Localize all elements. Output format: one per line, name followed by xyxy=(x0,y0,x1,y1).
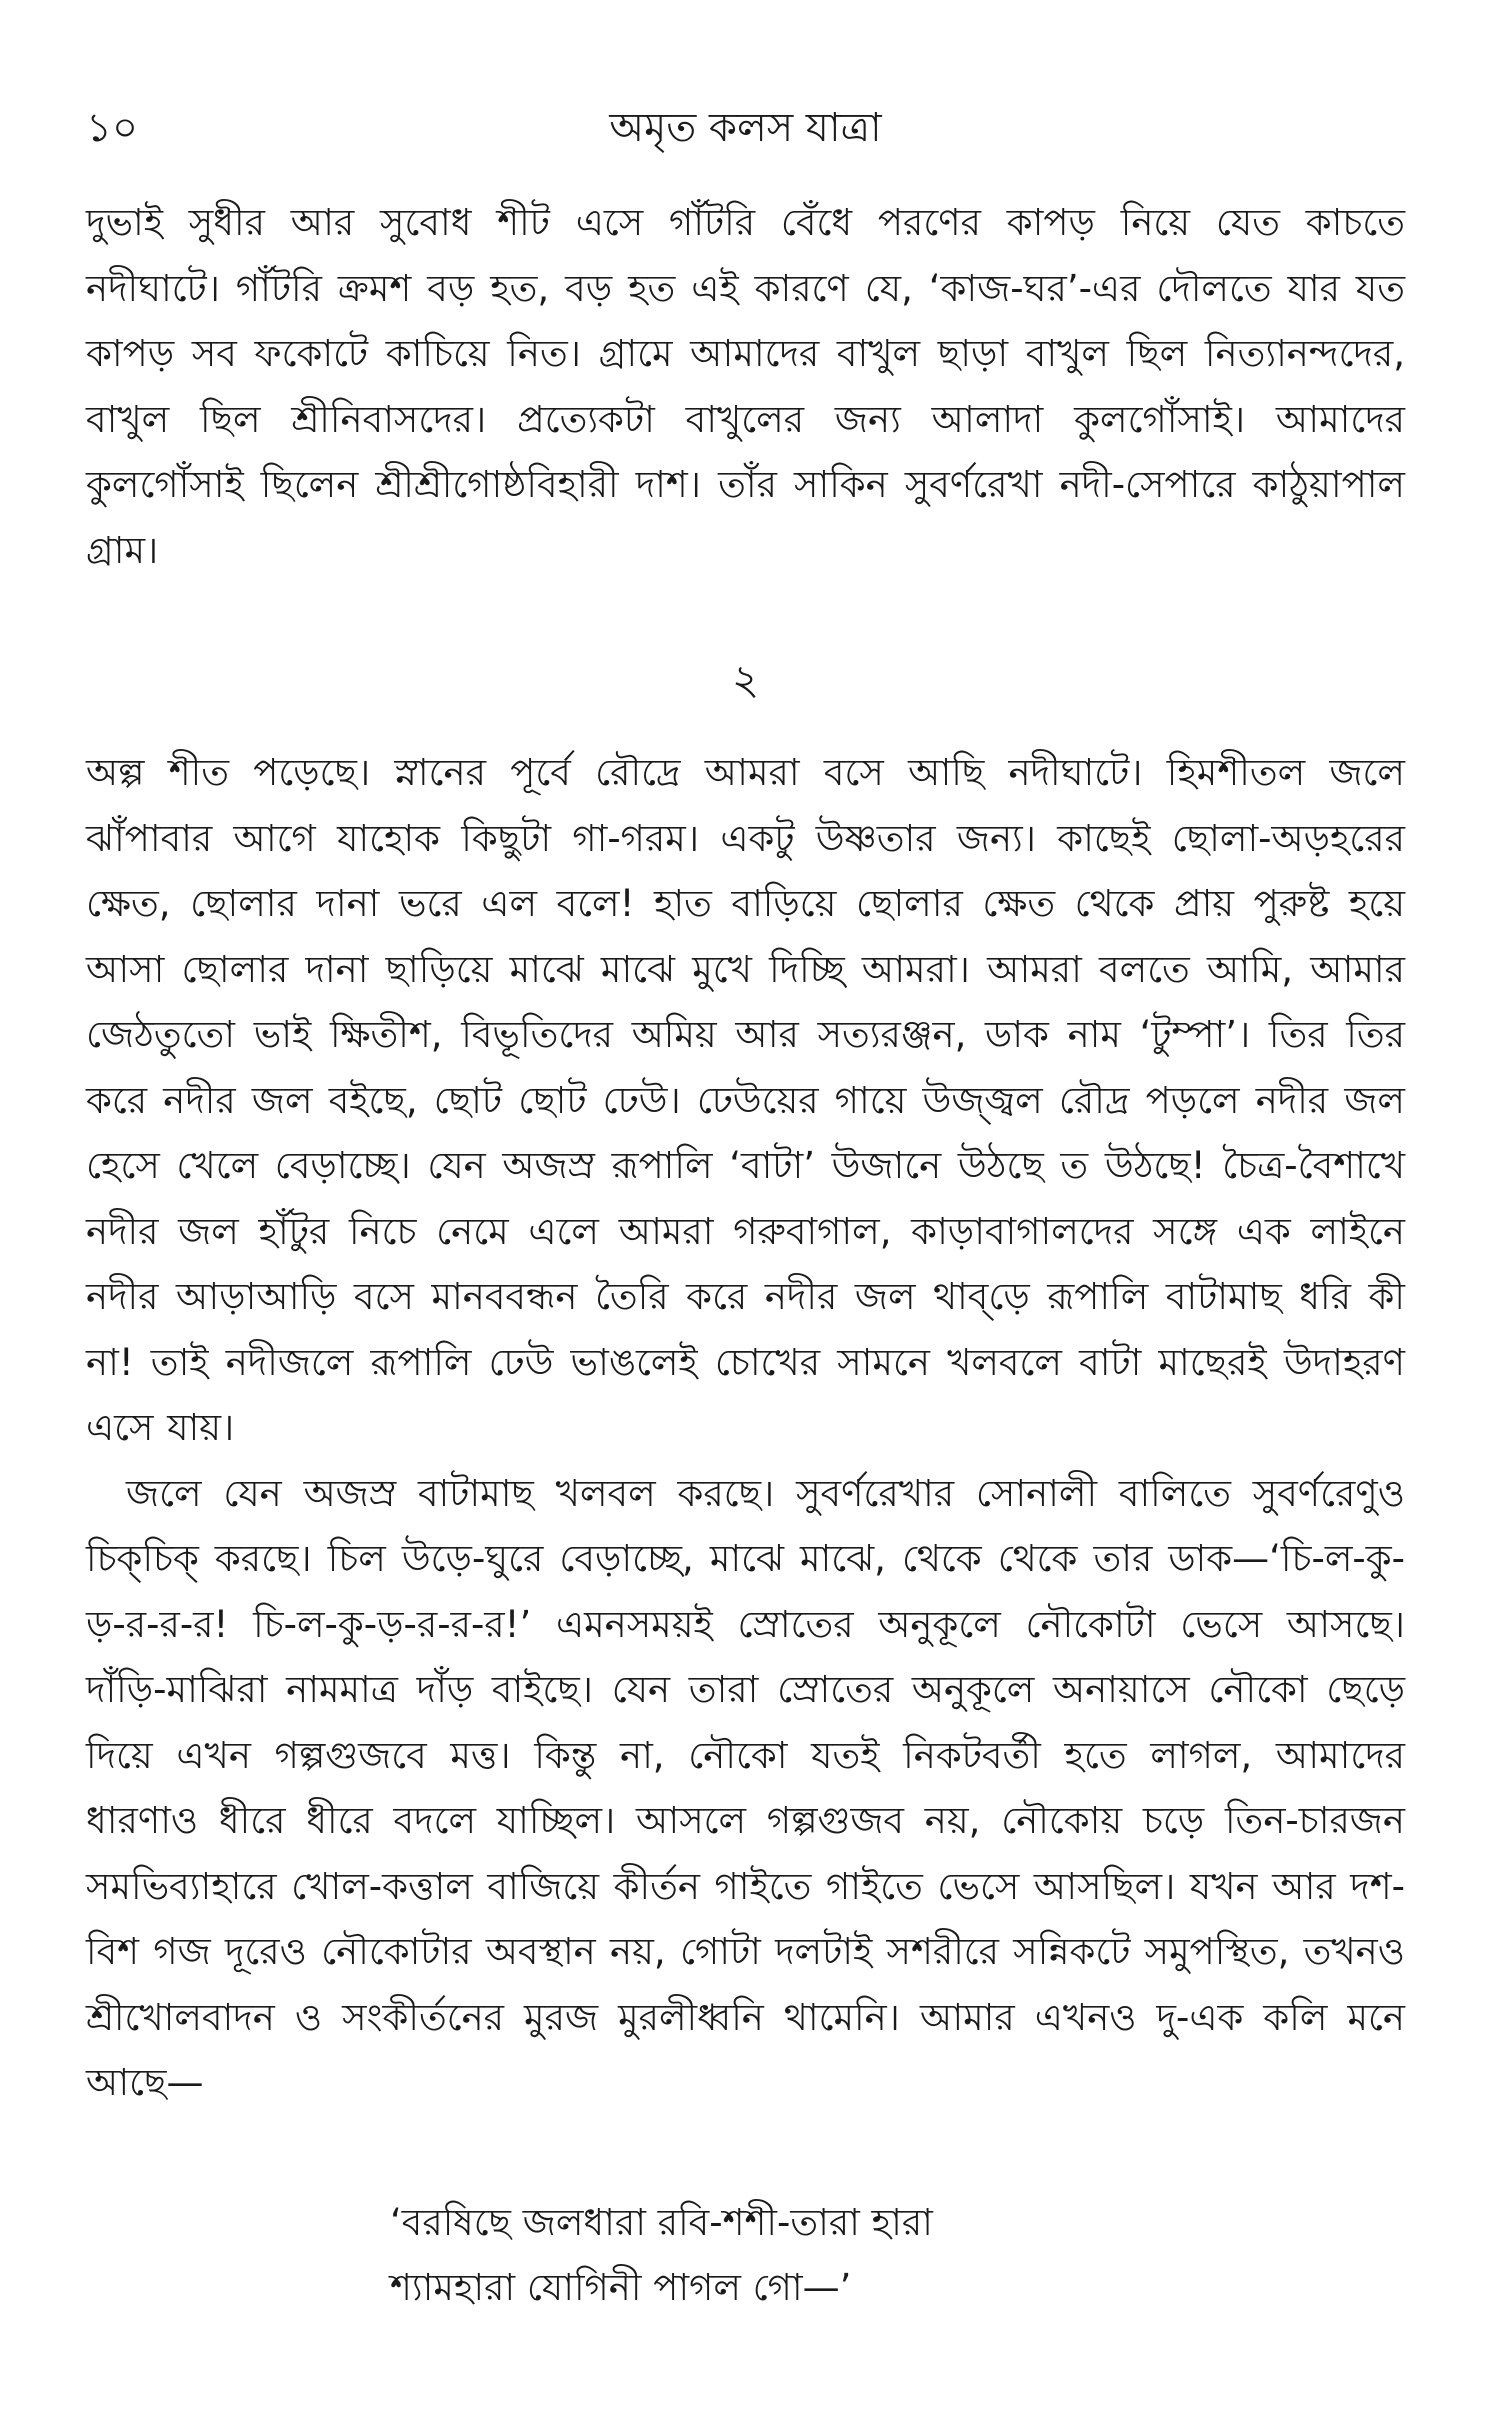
section-one xyxy=(86,190,1405,583)
paragraph: দুভাই সুধীর আর সুবোধ শীট এসে গাঁটরি বেঁধে পরণের কাপড় নিয়ে যেত কাচতে নদীঘাটে। গাঁটরি ক্রমশ বড় হত, বড় হত এই কারণে যে, ‘কাজ-ঘর’-এর দৌলতে যার যত কাপড় সব ফকোটে কাচিয়ে নিত। গ্রামে আমাদের বাখুল ছাড়া বাখুল ছিল নিত্যানন্দদের, বাখুল ছিল শ্রীনিবাসদের। প্রত্যেকটা বাখুলের জন্য আলাদা কুলগোঁসাই। আমাদের কুলগোঁসাই ছিলেন শ্রীশ্রীগোষ্ঠবিহারী দাশ। তাঁর সাকিন সুবর্ণরেখা নদী-সেপারে কাঠুয়াপাল গ্রাম। xyxy=(86,201,1405,572)
section-two xyxy=(86,740,1405,2116)
verse-line: শ্যামহারা যোগিনী পাগল গো—’ xyxy=(390,2266,852,2309)
book-title: অমৃত কলস যাত্রা xyxy=(609,105,882,151)
paragraph: জলে যেন অজস্র বাটামাছ খলবল করছে। সুবর্ণরেখার সোনালী বালিতে সুবর্ণরেণুও চিক্‌চিক্‌ করছে। চিল উড়ে-ঘুরে বেড়াচ্ছে, মাঝে মাঝে, থেকে থেকে তার ডাক—‘চি-ল-কু-ড়-র-র-র! চি-ল-কু-ড়-র-র-র!’ এমনসময়ই স্রোতের অনুকূলে নৌকোটা ভেসে আসছে। দাঁড়ি-মাঝিরা নামমাত্র দাঁড় বাইছে। যেন তারা স্রোতের অনুকূলে অনায়াসে নৌকো ছেড়ে দিয়ে এখন গল্পগুজবে মত্ত। কিন্তু না, নৌকো যতই নিকটবর্তী হতে লাগল, আমাদের ধারণাও ধীরে ধীরে বদলে যাচ্ছিল। আসলে গল্পগুজব নয়, নৌকোয় চড়ে তিন-চারজন সমভিব্যাহারে খোল-কত্তাল বাজিয়ে কীর্তন গাইতে গাইতে ভেসে আসছিল। যখন আর দশ-বিশ গজ দূরেও নৌকোটার অবস্থান নয়, গোটা দলটাই সশরীরে সন্নিকটে সমুপস্থিত, তখনও শ্রীখোলবাদন ও সংকীর্তনের মুরজ মুরলীধ্বনি থামেনি। আমার এখনও দু-এক কলি মনে আছে— xyxy=(86,1471,1405,2104)
paragraph: অল্প শীত পড়েছে। স্নানের পূর্বে রৌদ্রে আমরা বসে আছি নদীঘাটে। হিমশীতল জলে ঝাঁপাবার আগে যাহোক কিছুটা গা-গরম। একটু উষ্ণতার জন্য। কাছেই ছোলা-অড়হরের ক্ষেত, ছোলার দানা ভরে এল বলে! হাত বাড়িয়ে ছোলার ক্ষেত থেকে প্রায় পুরুষ্ট হয়ে আসা ছোলার দানা ছাড়িয়ে মাঝে মাঝে মুখে দিচ্ছি আমরা। আমরা বলতে আমি, আমার জেঠতুতো ভাই ক্ষিতীশ, বিভূতিদের অমিয় আর সত্যরঞ্জন, ডাক নাম ‘টুম্পা’। তির তির করে নদীর জল বইছে, ছোট ছোট ঢেউ। ঢেউয়ের গায়ে উজ্জ্বল রৌদ্র পড়লে নদীর জল হেসে খেলে বেড়াচ্ছে। যেন অজস্র রূপালি ‘বাটা’ উজানে উঠছে ত উঠছে! চৈত্র-বৈশাখে নদীর জল হাঁটুর নিচে নেমে এলে আমরা গরুবাগাল, কাড়াবাগালদের সঙ্গে এক লাইনে নদীর আড়াআড়ি বসে মানববন্ধন তৈরি করে নদীর জল থাব্‌ড়ে রূপালি বাটামাছ ধরি কী না! তাই নদীজলে রূপালি ঢেউ ভাঙলেই চোখের সামনে খলবলে বাটা মাছেরই উদাহরণ এসে যায়। xyxy=(86,751,1405,1449)
running-head xyxy=(86,98,1405,158)
verse-quote xyxy=(390,2190,1090,2320)
verse-line: ‘বরষিছে জলধারা রবি-শশী-তারা হারা xyxy=(390,2201,933,2244)
section-number: ২ xyxy=(731,655,760,704)
page-number: ১০ xyxy=(86,105,138,151)
